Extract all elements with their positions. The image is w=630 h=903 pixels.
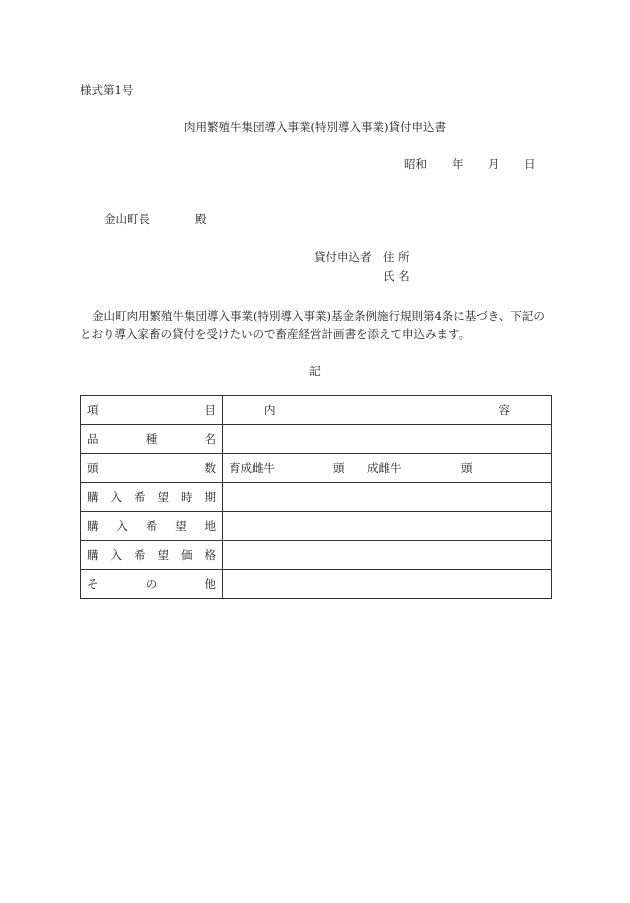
label-char: 数 [204,461,216,475]
spread-label [87,431,216,447]
label-char: 望 [157,490,169,504]
label-char: 内 [264,403,276,417]
table-row [81,541,552,570]
body-text: 金山町肉用繁殖牛集団導入事業(特別導入事業)基金条例施行規則第4条に基づき、下記のとおり導入家畜の貸付を受けたいので畜産経営計画書を添えて申込みます。 [80,309,545,341]
table-header-row [81,396,552,425]
label-char: の [145,577,158,591]
row-label-count [81,454,223,483]
table-row [81,454,552,483]
breed-value-cell[interactable] [223,425,552,454]
other-value-cell[interactable] [223,570,552,599]
label-char: そ [87,577,99,591]
spread-label [87,460,216,476]
label-char: 期 [204,490,216,504]
label-char: 地 [204,519,216,533]
label-char: 入 [116,519,128,533]
table-row [81,483,552,512]
purchase-time-value-cell[interactable] [223,483,552,512]
applicant-label: 貸付申込者 [314,250,372,264]
row-label-breed [81,425,223,454]
label-char: 希 [145,519,158,533]
form-title: 肉用繁殖牛集団導入事業(特別導入事業)貸付申込書 [184,120,446,134]
label-char: 目 [204,403,216,417]
spread-label [229,402,545,418]
addressee-name: 金山町長 [104,212,150,226]
date-month: 月 [488,157,500,171]
header-item-cell [81,396,223,425]
purchase-price-value-cell[interactable] [223,541,552,570]
count-value-cell[interactable] [223,454,552,483]
applicant-address-label: 住 所 [383,250,410,264]
row-label-purchase-price [81,541,223,570]
label-char: 購 [87,519,99,533]
row-label-purchase-time [81,483,223,512]
spread-label [87,402,216,418]
label-char: 格 [204,548,216,562]
applicant-name-label: 氏 名 [383,269,410,283]
spread-label [87,518,216,534]
row-label-other [81,570,223,599]
label-char: 購 [87,490,99,504]
label-char: 容 [498,403,510,417]
date-era: 昭和 [404,157,427,171]
label-char: 入 [110,548,122,562]
label-char: 価 [181,548,193,562]
table-row [81,425,552,454]
label-char: 名 [204,432,216,446]
addressee-honorific: 殿 [195,212,207,226]
label-char: 項 [87,403,99,417]
label-char: 種 [145,432,158,446]
label-char: 望 [157,548,169,562]
label-char: 希 [134,490,146,504]
date-day: 日 [524,157,536,171]
spread-label [87,576,216,592]
form-number: 様式第1号 [80,83,134,97]
spread-label [87,489,216,505]
label-char: 他 [204,577,216,591]
label-char: 時 [181,490,193,504]
application-table [80,395,552,599]
count-unit-2: 頭 [461,461,473,475]
count-unit-1: 頭 [333,461,345,475]
purchase-place-value-cell[interactable] [223,512,552,541]
row-label-purchase-place [81,512,223,541]
label-char: 望 [175,519,187,533]
count-adult-label: 成雌牛 [367,461,402,475]
label-char: 頭 [87,461,99,475]
label-char: 入 [110,490,122,504]
label-char: 購 [87,548,99,562]
label-char: 希 [134,548,146,562]
table-row [81,512,552,541]
date-year: 年 [452,157,464,171]
label-char: 品 [87,432,99,446]
ki-heading: 記 [309,364,321,378]
spread-label [87,547,216,563]
header-content-cell [223,396,552,425]
table-row [81,570,552,599]
count-young-label: 育成雌牛 [229,461,275,475]
